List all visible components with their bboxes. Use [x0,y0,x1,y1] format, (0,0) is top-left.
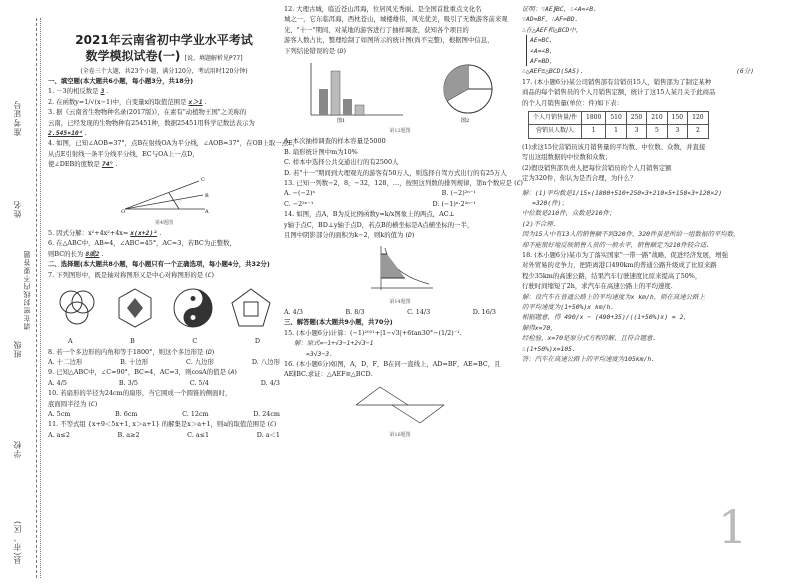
question-15: 15. (本小题6分)计算：(−1)²⁰²¹+|1−√3|+6tan30°−(1/2)⁻¹. [284,328,462,337]
solution-18-line1: 解：设汽车在普通公路上的平均速度为x km/h，则在高速公路上 [522,292,705,301]
question-17-line1: 17. (本小题6分)某公司销售部有营销员15人，销售部为了制定某种 [522,77,712,86]
solution-18-line6: ∴(1+50%)x=105. [522,344,576,353]
question-18-line1: 18. (本小题6分)某市为了落实国家"一带一路"战略，促进经济发展，增强 [522,250,729,259]
question-18-line2: 对外贸易的竞争力，把距离港口490km的普通公路升级成了比原来路 [522,261,717,270]
question-14-line3: 且图中阴影部分的面积为k−2，则k的值为 (D) [284,231,415,240]
option-c: C [192,337,198,346]
question-7-figures [48,282,280,334]
question-10-line1: 10. 若扇形的半径为24cm的扇形，当它围成一个圆锥的侧面时， [48,389,232,398]
option-b: B [130,337,135,346]
table-row: 个人月销售量/件 1800 510 250 210 150 120 [529,112,709,125]
question-15-solution-2: =3√3−3. [306,349,333,358]
question-5: 5. 因式分解：x²+4x²+4x= x(x+2)² . [48,229,162,238]
figure-16-caption: 第16题图 [389,431,411,438]
solution-18-line2: 的平均速度为(1+50%)x km/h. [522,302,615,311]
strip-label-name: 姓名 [13,200,22,218]
question-12-line5: 下列结论错误的是 (D) [284,46,347,55]
question-7-key: C [207,270,212,279]
solution-18-line4: 解得x=70， [522,323,557,332]
question-17-part1-a: (1)求这15位营销员该月销售量的平均数、中位数、众数，并直接 [522,142,706,151]
figure-4 [48,172,280,216]
page-number: 1 [718,500,748,554]
proof-conditions: AE=BC， ∠A=∠B， AF=BD， [526,35,754,66]
solution-18-line3: 根据题意，得 490/x − (490+35)/((1+50%)x) = 2， [522,313,690,322]
question-16-line2: AE∥BC.求证：△AEF≌△BCD. [284,370,373,379]
binding-strip [0,0,40,584]
answer-ref: [说、填题解析见P77] [184,55,243,62]
question-17-line2: 商品的每个销售员的个人月销售定额，统计了这15人某月关于此商品 [522,88,716,97]
solution-17-line4: (2)不合理. [522,219,557,228]
question-12-line2: 城之一，它东临洱海，西枕苍山，城楼雄伟，风光优美，吸引了无数游客前来观 [284,15,508,24]
figure-14 [284,243,516,295]
question-12-option-c: C. 样本中选择公共交通出行的有2500人 [284,158,399,167]
question-3-answer: 2.545×10⁴ . [48,129,87,138]
solution-18-line7: 答：汽车在高速公路上的平均速度为105km/h. [522,355,656,363]
solution-17-line6: 却不能很好地反映销售人员的一般水平，销售额定为210件较合适. [522,240,710,249]
question-14-options: A. 4/3 B. 8/3 C. 14/3 D. 16/3 [284,307,496,316]
question-6-line1: 6. 在△ABC中，AB=4，∠ABC=45°，AC=3，若BC为正整数， [48,239,236,248]
question-12-option-d: D. 若"十一"期间到大理观光的游客有50万人，则选择自驾方式出行的有25万人 [284,168,507,177]
question-10-options: A. 5cm B. 6cm C. 12cm D. 24cm [48,409,280,418]
svg-text:B: B [205,192,209,199]
question-13-options-2: C. −2²ⁿ⁻¹ D. (−1)ⁿ·2²ⁿ⁻¹ [284,199,476,208]
proof-line-2: ∵AD=BF，∴AF=BD. [522,15,579,24]
question-12-line3: 光，"十一"期间，对某地的游客进行了抽样调查，获知各个项目的 [284,25,469,34]
question-13: 13. 已知一列数−2，8，−32，128，…，按照这列数的排列规律，第n个数应是 (C) [284,179,523,188]
question-11-options: A. a≤2 B. a≥2 C. a≤1 D. a＜1 [48,430,280,439]
option-a: A [68,337,73,346]
question-12-line1: 12. 大理古城，临近苍山洱海，位居风光秀丽、是全国首批重点文化名 [284,5,482,13]
question-18-line3: 程少35km的高速公路，结果汽车行驶速度比原来提高了50%， [522,271,702,280]
question-13-options-1: A. −(−2)ⁿ B. (−2)²ⁿ⁻¹ [284,189,476,198]
proof-line-3: ∴在△AEF和△BCD中， [522,25,583,34]
strip-label-warning: 请在密封线内不要答题 [23,250,31,330]
question-3-line2: 云南，已经发现的生物物种有25451种，数据25451用科学记数法表示为 [48,118,255,127]
strip-label-class: 班级 [13,340,22,358]
congruent-triangles-diagram [350,383,450,427]
figure-12-caption: 第12题图 [389,128,411,135]
question-9-options: A. 4/5 B. 3/5 C. 5/4 D. 4/3 [48,378,280,387]
question-14-line2: y轴于点C，BD⊥y轴于点D，若点B的横坐标是A点横坐标的一半， [284,220,474,229]
question-12-option-a: A. 本次抽样调查的样本容量是5000 [284,137,386,146]
angle-diagram [119,173,209,215]
exam-info: (全卷三个大题，共23个小题，满分120分，考试用时120分钟) [80,68,248,75]
hyperbola-diagram [365,244,435,294]
figure-16 [284,382,516,428]
question-8: 8. 若一个多边形的内角和等于1800°，则这个多边形是 (D) [48,347,215,356]
solution-17-line2: =320(件)； [532,198,568,207]
svg-text:图2: 图2 [461,118,470,125]
option-d: D [254,337,260,346]
figure-14-caption: 第14题图 [389,298,411,305]
table-row: 营销员人数/人 1 1 3 5 3 2 [529,125,709,138]
question-2: 2. 在函数y=1/√(x−1)中，自变量x的取值范围是 x＞1 . [48,97,207,106]
proof-conclusion: ∴△AEF≌△BCD(SAS). (6分) [522,67,754,76]
seal-line-inner [40,18,41,578]
svg-text:图1: 图1 [337,118,346,125]
sales-table [528,111,709,139]
exam-subtitle: 数学模拟试卷(一) [说、填题解析见P77] [85,49,243,63]
strip-label-school: 学校 [13,440,22,458]
hexagon-star-icon [113,286,157,330]
solution-17-line3: 中位数是210件，众数是210件； [522,209,616,218]
question-4-line2: 从点E引射线一条平分线平分线，EC与OA上一点D， [48,149,199,158]
question-1: 1. －3的相反数是 3 . [48,87,109,96]
question-16-line1: 16. (本小题6分)如图，A，D，F，B在同一直线上，AD=BF，AE=BC，且 [284,359,501,368]
proof-line-1: 证明：∵AE∥BC，∴∠A=∠B. [522,5,597,13]
question-7: 7. 下列图形中，既是轴对称图形又是中心对称图形的是 (C) [48,270,215,279]
exam-title: 2021年云南省初中学业水平考试 [75,33,253,47]
question-14-line1: 14. 如图，点A，B为反比例函数y=k/x图象上的两点，AC⊥ [284,210,455,219]
section-3-heading: 三、解答题(本大题共9小题，共70分) [284,318,393,327]
question-11: 11. 不等式组 {x+9＜5x+1, x＞a+1} 的解集是x＞a+1，则a的取值范围是 (C) [48,420,277,429]
question-17-part2-a: (2)假设销售部负责人把每位营销员的个人月销售定额 [522,163,672,172]
question-4-line3: 使∠DEB的度数是 74° . [48,160,118,169]
section-2-heading: 二、选择题(本大题共8小题，每小题只有一个正确选项，每小题4分，共32分) [48,260,270,269]
question-8-options: A. 十二边形 B. 十边形 C. 九边形 D. 八边形 [48,357,280,366]
strip-label-district: 县(市、区) [13,520,22,565]
question-17-line3: 的个人月销售量(单位：件)如下表： [522,98,623,107]
column-2 [284,4,523,582]
question-6-line2: 则BC的长为 8或2 . [48,249,104,258]
solution-18-line5: 经检验，x=70是原分式方程的解，且符合题意. [522,334,657,343]
svg-text:A: A [205,208,209,215]
question-9: 9. 已知△ABC中，∠C=90°，BC=4，AC=3，则cosA的值是 (A) [48,368,237,377]
section-1-heading: 一、填空题(本大题共6小题，每小题3分，共18分) [48,77,194,85]
question-12-option-b: B. 扇形统计图中m为10% [284,147,358,156]
question-3-line1: 3. 据《云南省生物物种名录(2017版)》，在素有"动植物王国"之美称的 [48,108,247,117]
pie-chart-figure [433,59,503,123]
question-15-solution-1: 解：原式=−1+√3−1+2√3−1 [294,339,374,348]
svg-text:O: O [121,208,126,215]
solution-17-line5: 因为15人中有13人的销售额不到320件，320件虽是所给一组数据的平均数， [522,230,740,239]
yin-yang-icon [171,286,215,330]
question-4-line1: 4. 如图，已知∠AOB=37°，点B在射线OA为平分线，∠AOB=37°，在OB上取一点E， [48,139,300,148]
question-7-options [48,336,280,346]
question-17-part2-b: 定为320件，你认为是否合理，为什么？ [522,174,637,183]
strip-label-exam-number: 准考证号 [13,100,22,136]
question-10-line2: 底面圆半径为 (C) [48,399,98,408]
pentagon-square-icon [229,286,273,330]
question-18-line4: 行驶时间缩短了2h，求汽车在高速公路上的平均速度. [522,282,673,291]
question-12-line4: 游客人数占比，整理绘制了如图所示的统计图(尚不完整)，根据图中信息， [284,36,494,45]
column-3 [522,4,754,582]
solution-17-line1: 解：(1)平均数是1/15×(1800+510+250×3+210×5+150×3+120×2) [522,188,722,197]
trefoil-circles-icon [55,286,99,330]
figure-4-caption: 第4题图 [154,219,174,226]
seal-line [36,18,37,578]
column-1 [48,4,300,582]
question-17-part1-b: 写出这组数据的中位数和众数； [522,153,612,162]
figure-12 [284,58,516,124]
bar-chart-figure [297,59,407,123]
svg-text:C: C [201,176,205,183]
